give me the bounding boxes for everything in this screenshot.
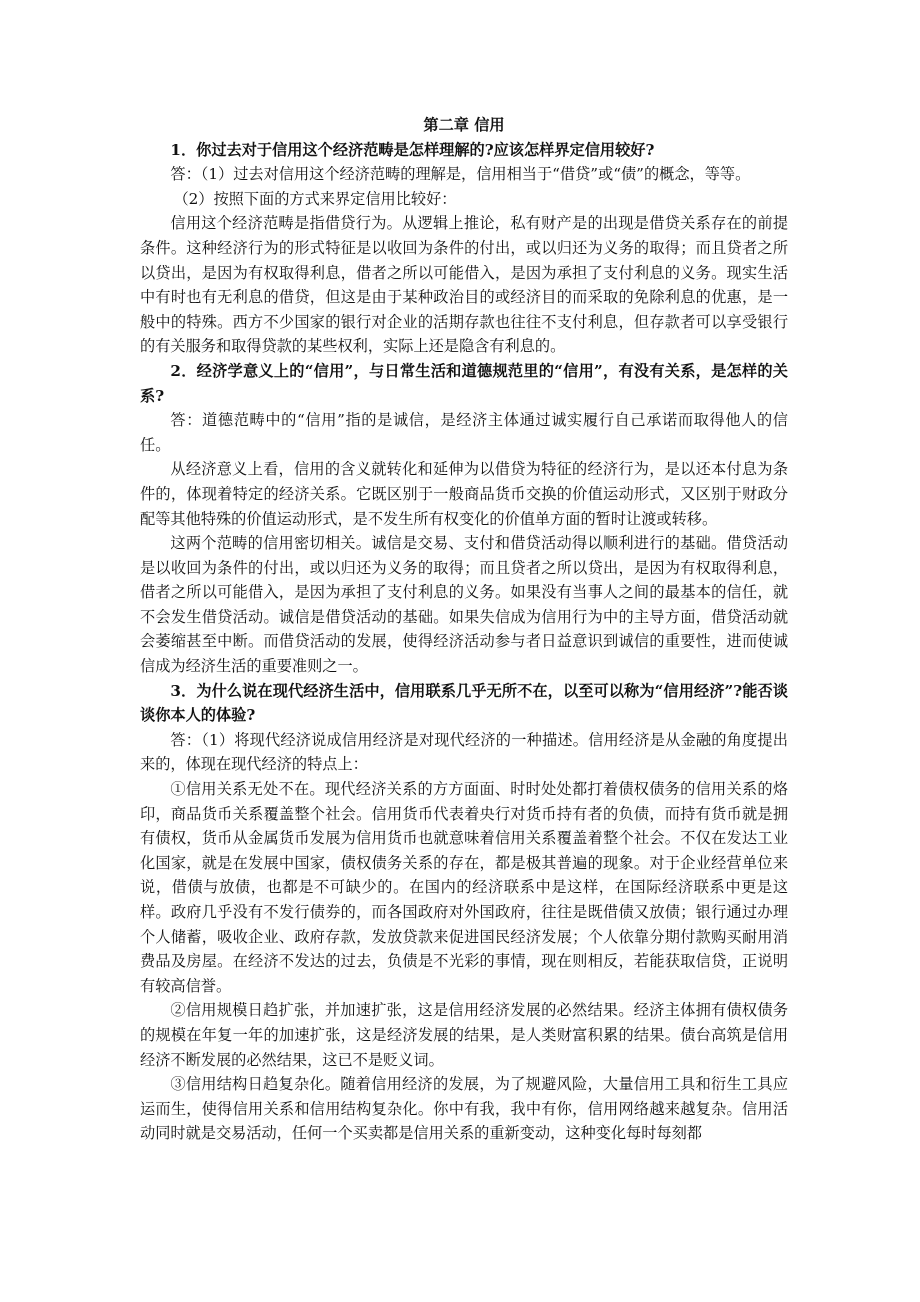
answer-2-part-2: 从经济意义上看，信用的含义就转化和延伸为以借贷为特征的经济行为，是以还本付息为条件的，体现着特定的经济关系。它既区别于一般商品货币交换的价值运动形式，又区别于财政分配等其他特殊的价值运动形式，是不发生所有权变化的价值单方面的暂时让渡或转移。 xyxy=(140,460,788,528)
question-2: 2．经济学意义上的“信用”，与日常生活和道德规范里的“信用”，有没有关系，是怎样的关系? xyxy=(140,361,788,405)
answer-3-part-2: ①信用关系无处不在。现代经济关系的方方面面、时时处处都打着债权债务的信用关系的烙印，商品货币关系覆盖整个社会。信用货币代表着央行对货币持有者的负债，而持有货币就是拥有债权，货币从金属货币发展为信用货币也就意味着信用关系覆盖着整个社会。不仅在发达工业化国家，就是在发展中国家，债权债务关系的存在，都是极其普遍的现象。对于企业经营单位来说，借债与放债，也都是不可缺少的。在国内的经济联系中是这样，在国际经济联系中更是这样。政府几乎没有不发行债券的，而各国政府对外国政府，往往是既借债又放债；银行通过办理个人储蓄，吸收企业、政府存款，发放贷款来促进国民经济发展；个人依靠分期付款购买耐用消费品及房屋。在经济不发达的过去，负债是不光彩的事情，现在则相反，若能获取信贷，正说明有较高信誉。 xyxy=(140,780,788,995)
answer-3-part-1: 答：（1）将现代经济说成信用经济是对现代经济的一种描述。信用经济是从金融的角度提出来的，体现在现代经济的特点上： xyxy=(140,730,788,774)
chapter-title: 第二章 信用 xyxy=(423,116,505,134)
answer-1-part-2: （2）按照下面的方式来界定信用比较好： xyxy=(173,189,457,208)
answer-3-part-4: ③信用结构日趋复杂化。随着信用经济的发展，为了规避风险，大量信用工具和衍生工具应运而生，使得信用关系和信用结构复杂化。你中有我，我中有你，信用网络越来越复杂。信用活动同时就是交易活动，任何一个买卖都是信用关系的重新变动，这种变化每时每刻都 xyxy=(140,1075,788,1143)
answer-1-part-1: 答：（1）过去对信用这个经济范畴的理解是，信用相当于“借贷”或“债”的概念，等等。 xyxy=(170,165,751,184)
answer-3-part-3: ②信用规模日趋扩张，并加速扩张，这是信用经济发展的必然结果。经济主体拥有债权债务的规模在年复一年的加速扩张，这是经济发展的结果，是人类财富积累的结果。债台高筑是信用经济不断发展的必然结果，这已不是贬义词。 xyxy=(140,1001,788,1069)
answer-1-part-3: 信用这个经济范畴是指借贷行为。从逻辑上推论，私有财产是的出现是借贷关系存在的前提条件。这种经济行为的形式特征是以收回为条件的付出，或以归还为义务的取得；而且贷者之所以贷出，是因为有权取得利息，借者之所以可能借入，是因为承担了支付利息的义务。现实生活中有时也有无利息的借贷，但这是由于某种政治目的或经济目的而采取的免除利息的优惠，是一般中的特殊。西方不少国家的银行对企业的活期存款也往往不支付利息，但存款者可以享受银行的有关服务和取得贷款的某些权利，实际上还是隐含有利息的。 xyxy=(140,214,788,356)
answer-2-part-1: 答：道德范畴中的“信用”指的是诚信，是经济主体通过诚实履行自己承诺而取得他人的信任。 xyxy=(140,411,788,454)
question-1: 1．你过去对于信用这个经济范畴是怎样理解的?应该怎样界定信用较好? xyxy=(170,140,655,159)
question-3: 3．为什么说在现代经济生活中，信用联系几乎无所不在，以至可以称为“信用经济”?能否谈谈你本人的体验? xyxy=(140,681,788,725)
answer-2-part-3: 这两个范畴的信用密切相关。诚信是交易、支付和借贷活动得以顺利进行的基础。借贷活动是以收回为条件的付出，或以归还为义务的取得；而且贷者之所以贷出，是因为有权取得利息，借者之所以可能借入，是因为承担了支付利息的义务。如果没有当事人之间的最基本的信任，就不会发生借贷活动。诚信是借贷活动的基础。如果失信成为信用行为中的主导方面，借贷活动就会萎缩甚至中断。而借贷活动的发展，使得经济活动参与者日益意识到诚信的重要性，进而使诚信成为经济生活的重要准则之一。 xyxy=(140,534,788,676)
document-body xyxy=(140,113,788,1146)
